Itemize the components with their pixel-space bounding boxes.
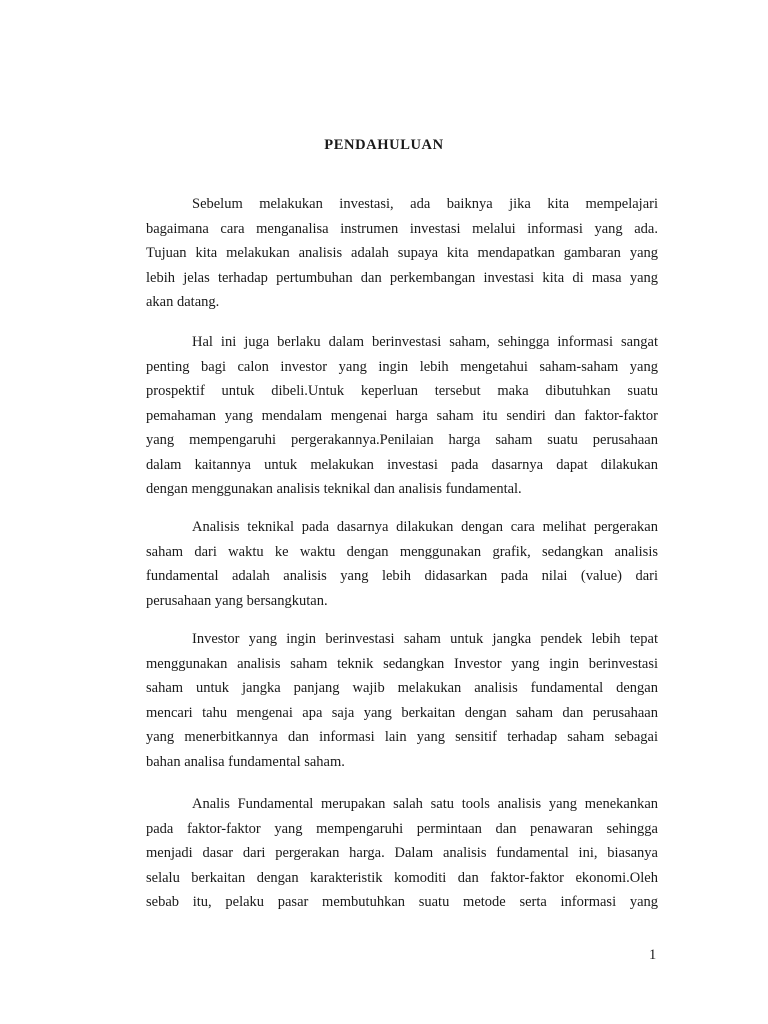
text-line: lebih jelas terhadap pertumbuhan dan perkembangan investasi kita di masa yang bbox=[146, 269, 658, 286]
text-line: mencari tahu mengenai apa saja yang berkaitan dengan saham dan perusahaan bbox=[146, 704, 658, 721]
text-line: perusahaan yang bersangkutan. bbox=[146, 592, 328, 609]
page-title: PENDAHULUAN bbox=[324, 137, 444, 153]
text-line: menjadi dasar dari pergerakan harga. Dalam analisis fundamental ini, biasanya bbox=[146, 845, 658, 861]
text-line: saham untuk jangka panjang wajib melakukan analisis fundamental dengan bbox=[146, 680, 658, 696]
paragraph bbox=[146, 792, 658, 915]
text-line: Hal ini juga berlaku dalam berinvestasi saham, sehingga informasi sangat bbox=[192, 334, 658, 350]
text-line: prospektif untuk dibeli.Untuk keperluan tersebut maka dibutuhkan suatu bbox=[146, 383, 658, 399]
paragraph bbox=[146, 192, 658, 315]
paragraph bbox=[146, 515, 658, 613]
text-line: Analis Fundamental merupakan salah satu tools analisis yang menekankan bbox=[192, 796, 658, 812]
text-line: Investor yang ingin berinvestasi saham untuk jangka pendek lebih tepat bbox=[192, 631, 658, 647]
text-line: bagaimana cara menganalisa instrumen investasi melalui informasi yang ada. bbox=[146, 220, 658, 237]
text-line: sebab itu, pelaku pasar membutuhkan suatu metode serta informasi yang bbox=[146, 894, 658, 910]
text-line: dengan menggunakan analisis teknikal dan analisis fundamental. bbox=[146, 481, 522, 497]
text-line: Analisis teknikal pada dasarnya dilakukan dengan cara melihat pergerakan bbox=[192, 519, 658, 535]
paragraph bbox=[146, 627, 658, 774]
text-line: fundamental adalah analisis yang lebih didasarkan pada nilai (value) dari bbox=[146, 568, 658, 584]
paragraph bbox=[146, 330, 658, 502]
text-line: Tujuan kita melakukan analisis adalah supaya kita mendapatkan gambaran yang bbox=[146, 245, 658, 261]
text-line: akan datang. bbox=[146, 294, 220, 310]
text-line: dalam kaitannya untuk melakukan investasi pada dasarnya dapat dilakukan bbox=[146, 456, 658, 473]
text-line: yang mempengaruhi pergerakannya.Penilaian harga saham suatu perusahaan bbox=[146, 432, 658, 448]
text-line: bahan analisa fundamental saham. bbox=[146, 753, 345, 770]
text-line: yang menerbitkannya dan informasi lain yang sensitif terhadap saham sebagai bbox=[146, 729, 658, 745]
text-line: menggunakan analisis saham teknik sedangkan Investor yang ingin berinvestasi bbox=[146, 655, 658, 672]
text-line: pada faktor-faktor yang mempengaruhi permintaan dan penawaran sehingga bbox=[146, 820, 658, 837]
text-line: saham dari waktu ke waktu dengan menggunakan grafik, sedangkan analisis bbox=[146, 543, 658, 560]
text-line: penting bagi calon investor yang ingin lebih mengetahui saham-saham yang bbox=[146, 358, 658, 375]
page-number: 1 bbox=[649, 947, 657, 963]
text-line: pemahaman yang mendalam mengenai harga saham itu sendiri dan faktor-faktor bbox=[146, 407, 658, 424]
text-line: selalu berkaitan dengan karakteristik komoditi dan faktor-faktor ekonomi.Oleh bbox=[146, 869, 658, 886]
text-line: Sebelum melakukan investasi, ada baiknya jika kita mempelajari bbox=[192, 196, 658, 212]
